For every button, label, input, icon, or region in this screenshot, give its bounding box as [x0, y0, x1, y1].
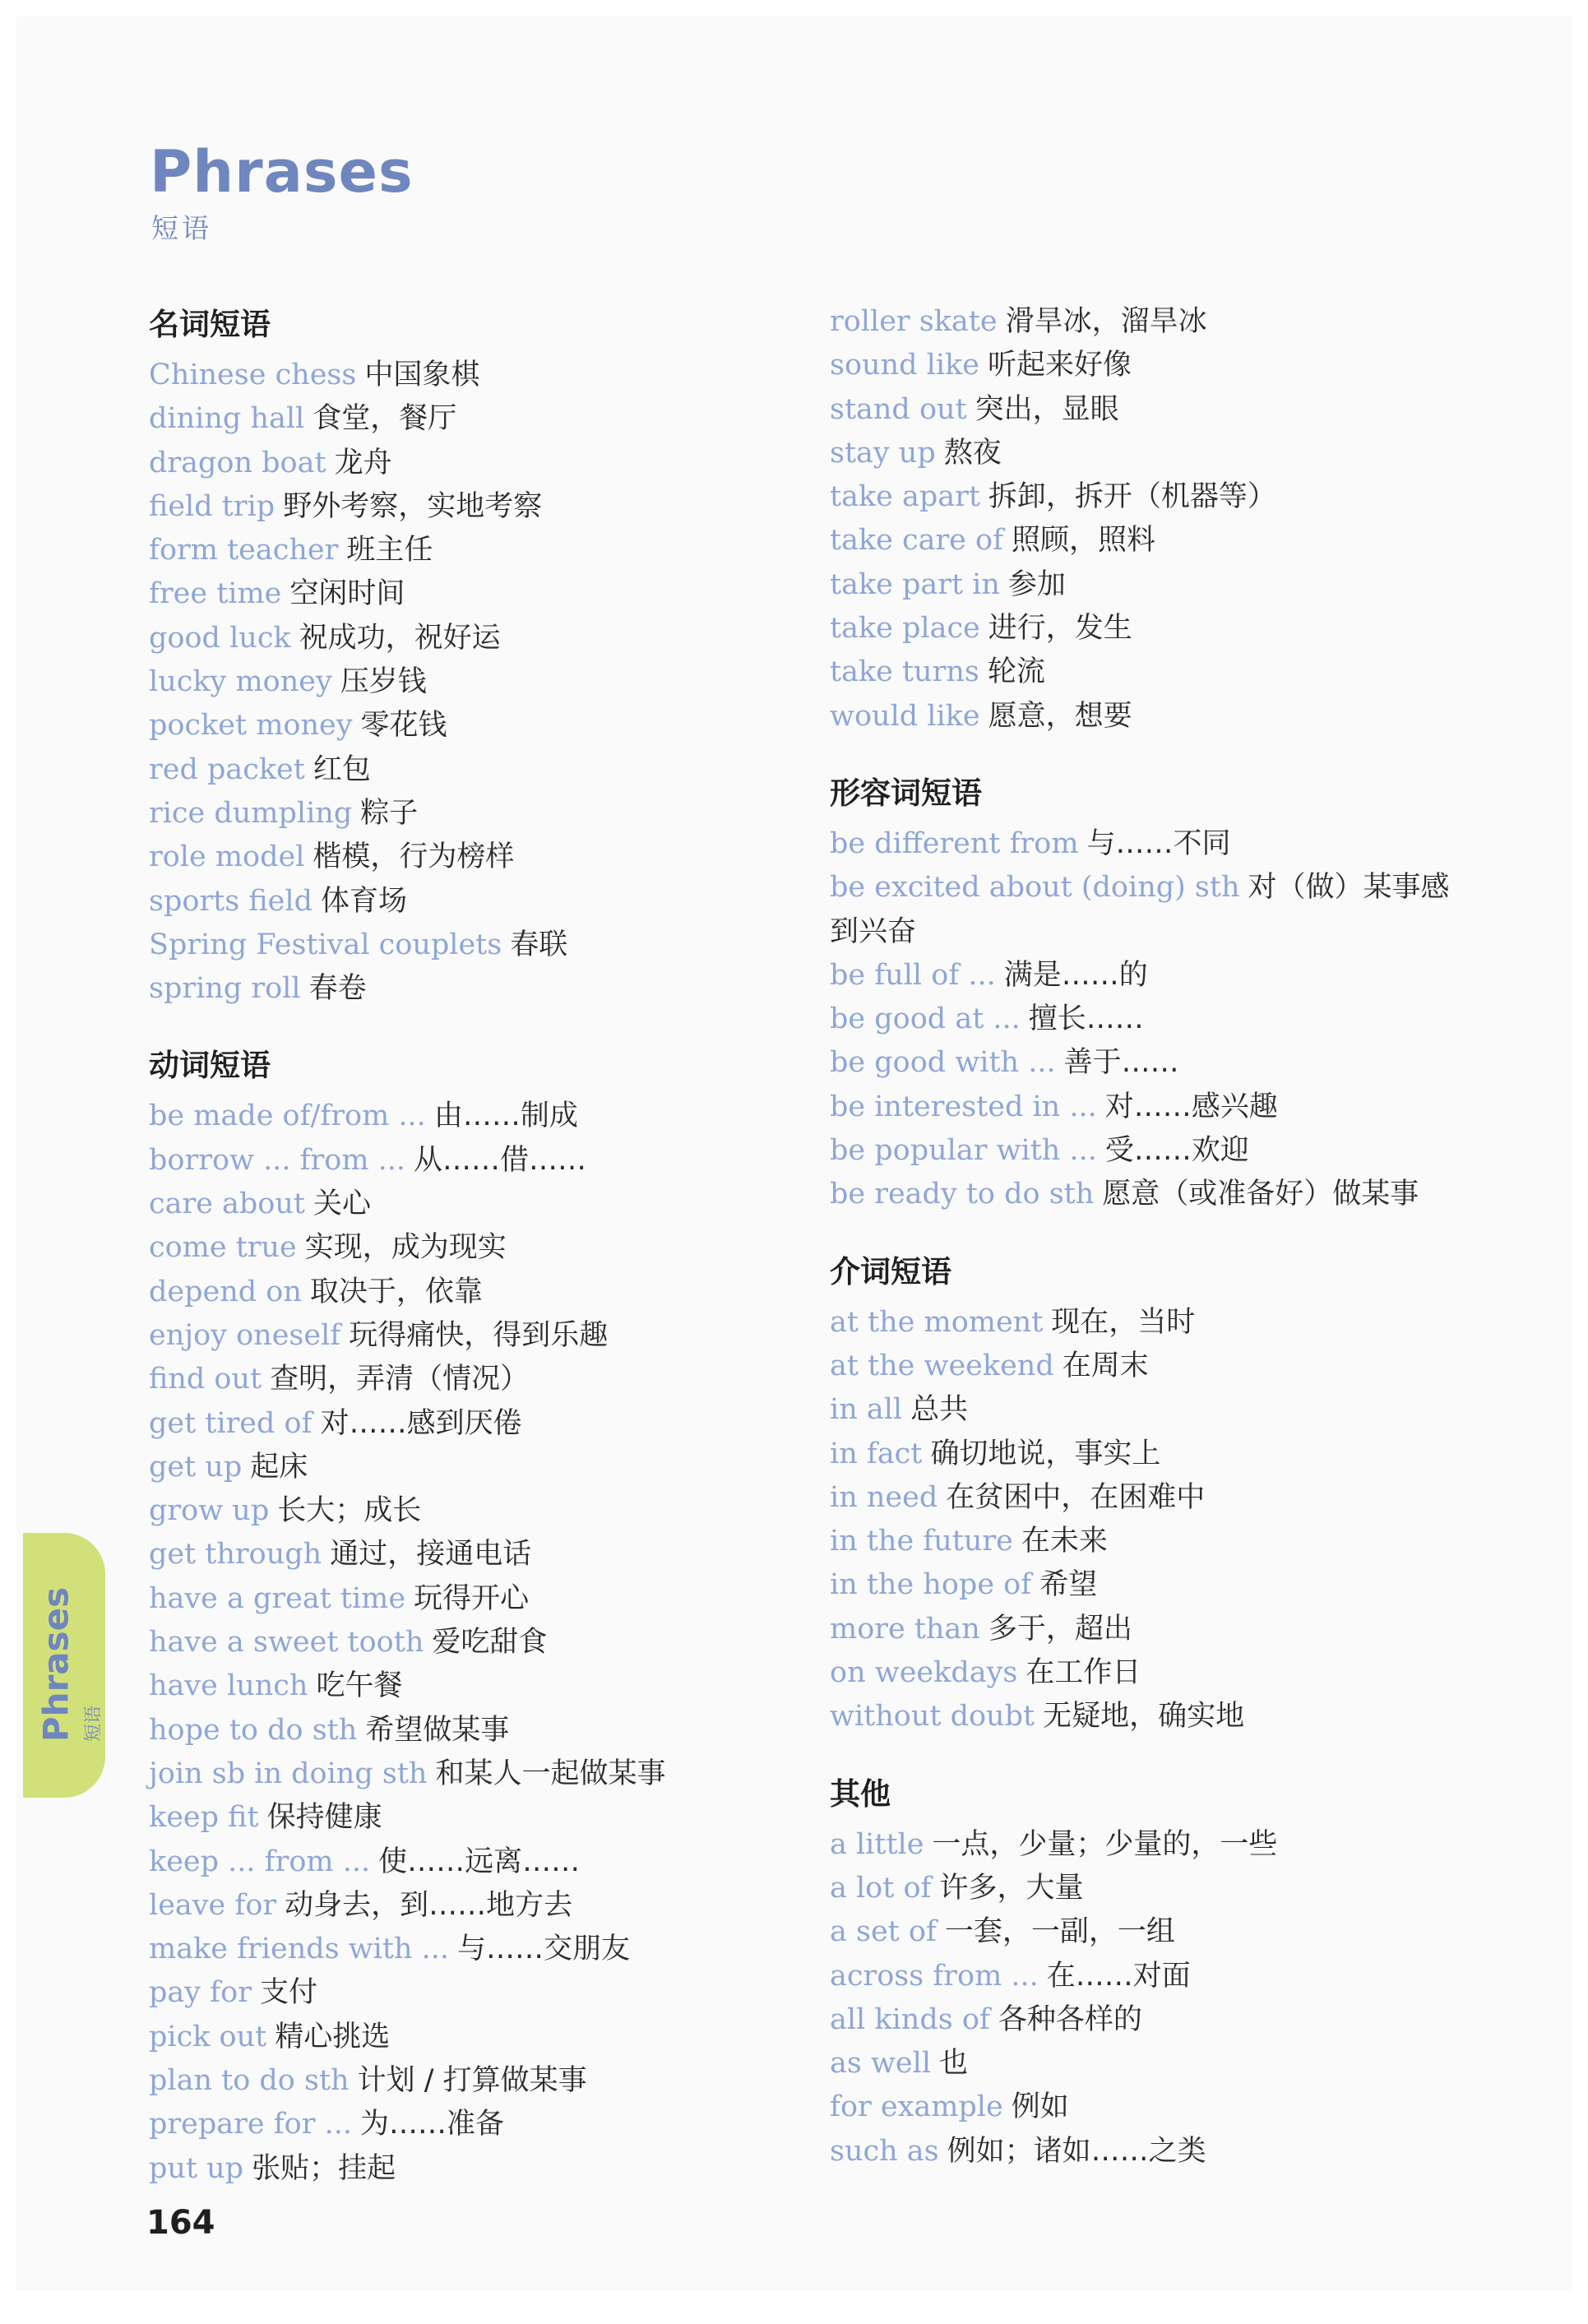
phrase-entry — [149, 1226, 823, 1270]
phrase-entry — [830, 1695, 1521, 1738]
phrase-entry — [830, 1086, 1521, 1129]
phrase-entry — [830, 1520, 1521, 1563]
phrase-english: get up — [149, 1450, 243, 1484]
phrase-chinese: 支付 — [259, 1976, 317, 2010]
phrase-entry — [830, 1301, 1521, 1345]
phrase-chinese: 保持健康 — [266, 1801, 382, 1835]
phrase-english: leave for — [149, 1888, 277, 1922]
phrase-english: in all — [830, 1393, 903, 1427]
phrase-english: at the weekend — [830, 1349, 1054, 1382]
phrase-chinese: 总共 — [910, 1393, 969, 1427]
phrase-chinese: 在贫困中，在困难中 — [946, 1480, 1206, 1514]
phrase-chinese: 拆卸，拆开（机器等） — [988, 480, 1276, 514]
phrase-entry — [149, 1446, 823, 1489]
phrase-entry — [149, 1489, 823, 1533]
other-phrase-list — [830, 1823, 1521, 2174]
phrase-entry — [149, 2147, 823, 2191]
phrase-english: free time — [149, 577, 282, 611]
phrase-chinese: 在周末 — [1062, 1349, 1149, 1382]
phrase-english: dragon boat — [149, 446, 326, 479]
section-heading-preposition: 介词短语 — [830, 1253, 951, 1289]
section-heading-other: 其他 — [830, 1775, 891, 1812]
phrase-english: join sb in doing sth — [149, 1757, 428, 1790]
phrase-english: care about — [149, 1187, 305, 1221]
phrase-entry — [149, 704, 823, 748]
phrase-chinese: 熬夜 — [943, 436, 1002, 470]
phrase-english: would like — [830, 699, 980, 733]
phrase-entry — [149, 967, 823, 1011]
phrase-chinese: 爱吃甜食 — [432, 1626, 548, 1660]
phrase-entry — [149, 1271, 823, 1314]
phrase-english: sound like — [830, 349, 979, 382]
phrase-chinese: 祝成功，祝好运 — [299, 621, 501, 655]
phrase-chinese: 满是……的 — [1003, 958, 1148, 992]
phrase-english: take apart — [830, 480, 980, 514]
verb-phrase-list — [149, 1095, 823, 2190]
phrase-chinese: 听起来好像 — [987, 349, 1132, 382]
section-heading-adjective: 形容词短语 — [830, 775, 982, 811]
page-title: Phrases — [150, 138, 414, 206]
phrase-chinese: 照顾，照料 — [1012, 524, 1156, 558]
phrase-entry — [149, 354, 823, 397]
phrase-english: stay up — [830, 436, 936, 470]
phrase-english: form teacher — [149, 534, 339, 567]
phrase-chinese: 希望 — [1039, 1568, 1098, 1602]
phrase-english: more than — [830, 1612, 980, 1646]
phrase-english: spring roll — [149, 972, 301, 1006]
phrase-english: hope to do sth — [149, 1713, 358, 1747]
phrase-entry — [830, 1955, 1521, 1998]
phrase-english: be excited about (doing) sth — [830, 871, 1240, 905]
right-column — [830, 300, 1521, 2174]
phrase-chinese: 各种各样的 — [998, 2002, 1142, 2036]
phrase-english: on weekdays — [830, 1656, 1018, 1690]
phrase-entry — [149, 748, 823, 792]
phrase-english: be made of/from ... — [149, 1100, 426, 1133]
phrase-entry — [149, 1183, 823, 1226]
phrase-chinese: 在未来 — [1021, 1525, 1108, 1558]
phrase-entry — [830, 822, 1521, 866]
phrase-english: for example — [830, 2090, 1003, 2124]
phrase-english: without doubt — [830, 1700, 1035, 1734]
phrase-chinese: 在……对面 — [1046, 1959, 1191, 1993]
phrase-entry — [149, 1884, 823, 1928]
phrase-chinese: 红包 — [313, 752, 371, 786]
phrase-entry — [830, 998, 1521, 1041]
phrase-english: dining hall — [149, 402, 305, 436]
phrase-entry — [830, 2086, 1521, 2129]
phrase-english: be good at ... — [830, 1002, 1021, 1036]
phrase-chinese: 对……感兴趣 — [1104, 1090, 1278, 1123]
phrase-english: enjoy oneself — [149, 1318, 341, 1352]
phrase-chinese: 玩得痛快，得到乐趣 — [349, 1318, 609, 1352]
phrase-chinese: 中国象棋 — [364, 359, 480, 391]
phrase-english: field trip — [149, 489, 275, 523]
phrase-chinese: 长大；成长 — [277, 1494, 422, 1528]
phrase-chinese: 许多，大量 — [939, 1871, 1084, 1905]
phrase-english: roller skate — [830, 305, 998, 338]
phrase-chinese: 例如；诸如……之类 — [947, 2134, 1206, 2168]
phrase-entry — [149, 1314, 823, 1358]
phrase-english: a little — [830, 1827, 924, 1861]
phrase-entry — [830, 300, 1521, 344]
phrase-chinese: 起床 — [250, 1450, 308, 1484]
phrase-chinese: 由……制成 — [433, 1100, 578, 1133]
phrase-entry — [830, 1433, 1521, 1476]
phrase-entry — [149, 836, 823, 879]
phrase-english: find out — [149, 1363, 262, 1396]
phrase-english: have a great time — [149, 1581, 406, 1615]
phrase-entry — [149, 1796, 823, 1840]
phrase-chinese: 从……借…… — [414, 1143, 587, 1177]
phrase-chinese: 与……交朋友 — [457, 1933, 631, 1966]
phrase-english: role model — [149, 840, 305, 874]
phrase-entry — [149, 2059, 823, 2103]
phrase-chinese: 例如 — [1011, 2090, 1069, 2124]
phrase-chinese: 精心挑选 — [275, 2020, 391, 2053]
phrase-english: get through — [149, 1538, 322, 1572]
phrase-entry — [149, 1621, 823, 1664]
phrase-english: a lot of — [830, 1871, 932, 1905]
phrase-english: rice dumpling — [149, 796, 353, 830]
phrase-chinese: 春联 — [510, 928, 568, 961]
phrase-english: in fact — [830, 1437, 923, 1470]
phrase-entry — [149, 1139, 823, 1183]
phrase-chinese: 玩得开心 — [414, 1581, 530, 1615]
phrase-chinese: 希望做某事 — [365, 1713, 510, 1747]
phrase-entry — [149, 880, 823, 924]
phrase-english: take place — [830, 612, 980, 646]
phrase-chinese: 张贴；挂起 — [252, 2151, 396, 2185]
phrase-english: across from ... — [830, 1959, 1039, 1993]
phrase-entry — [149, 1709, 823, 1752]
verb-phrase-list-continued — [830, 300, 1521, 738]
phrase-english: such as — [830, 2134, 939, 2168]
phrase-english: at the moment — [830, 1305, 1044, 1339]
section-heading-noun: 名词短语 — [149, 307, 271, 342]
phrase-entry — [149, 792, 823, 836]
phrase-entry — [830, 388, 1521, 432]
phrase-chinese: 空闲时间 — [289, 577, 405, 611]
phrase-entry — [830, 563, 1521, 607]
phrase-entry — [830, 650, 1521, 694]
phrase-english: sports field — [149, 884, 313, 918]
phrase-entry — [830, 1388, 1521, 1432]
phrase-chinese: 善于…… — [1063, 1046, 1179, 1080]
phrase-entry — [149, 529, 823, 572]
phrase-entry — [830, 1651, 1521, 1695]
phrase-chinese: 无疑地，确实地 — [1043, 1700, 1245, 1734]
phrase-english: a set of — [830, 1915, 937, 1949]
phrase-entry — [149, 2103, 823, 2146]
phrase-english: be ready to do sth — [830, 1178, 1095, 1211]
preposition-phrase-list — [830, 1301, 1521, 1739]
phrase-chinese: 与……不同 — [1086, 826, 1231, 860]
phrase-chinese: 对（做）某事感到兴奋 — [830, 871, 1450, 948]
phrase-english: in need — [830, 1480, 938, 1514]
phrase-english: take turns — [830, 655, 979, 689]
phrase-entry — [830, 1476, 1521, 1520]
phrase-entry — [830, 1563, 1521, 1607]
phrase-chinese: 擅长…… — [1028, 1002, 1144, 1036]
phrase-english: have a sweet tooth — [149, 1626, 424, 1660]
phrase-entry — [830, 1041, 1521, 1085]
left-column — [149, 299, 823, 2191]
phrase-english: be good with ... — [830, 1046, 1056, 1080]
phrase-english: come true — [149, 1231, 297, 1265]
phrase-english: Spring Festival couplets — [149, 928, 502, 961]
phrase-entry — [830, 432, 1521, 475]
phrase-english: prepare for ... — [149, 2108, 352, 2141]
phrase-chinese: 滑旱冰，溜旱冰 — [1005, 305, 1207, 338]
phrase-entry — [830, 1867, 1521, 1910]
phrase-chinese: 龙舟 — [334, 446, 392, 479]
phrase-entry — [830, 607, 1521, 650]
phrase-chinese: 愿意（或准备好）做某事 — [1102, 1178, 1419, 1211]
phrase-entry — [830, 1608, 1521, 1651]
phrase-english: lucky money — [149, 665, 332, 699]
phrase-entry — [149, 924, 823, 967]
phrase-entry — [149, 397, 823, 441]
phrase-entry — [149, 617, 823, 660]
phrase-chinese: 计划 / 打算做某事 — [357, 2063, 587, 2097]
phrase-chinese: 体育场 — [320, 884, 407, 918]
phrase-english: as well — [830, 2047, 932, 2081]
phrase-chinese: 确切地说，事实上 — [930, 1437, 1161, 1470]
phrase-chinese: 压岁钱 — [340, 665, 427, 699]
side-tab-subtitle: 短语 — [83, 1705, 104, 1743]
phrase-entry — [830, 1823, 1521, 1867]
phrase-entry — [149, 485, 823, 529]
phrase-chinese: 轮流 — [987, 655, 1045, 689]
phrase-chinese: 对……感到厌倦 — [320, 1406, 522, 1440]
adjective-phrase-list — [830, 822, 1521, 1217]
phrase-chinese: 受……欢迎 — [1104, 1134, 1249, 1168]
phrase-entry — [149, 1664, 823, 1708]
phrase-chinese: 查明，弄清（情况） — [270, 1363, 530, 1396]
phrase-english: be popular with ... — [830, 1134, 1097, 1168]
phrase-entry — [149, 1533, 823, 1576]
phrase-english: keep fit — [149, 1801, 259, 1835]
phrase-english: be different from — [830, 826, 1079, 860]
phrase-entry — [149, 1971, 823, 2015]
phrase-entry — [149, 442, 823, 485]
page — [16, 16, 1572, 2291]
phrase-chinese: 关心 — [313, 1187, 372, 1221]
phrase-entry — [830, 344, 1521, 387]
phrase-entry — [830, 695, 1521, 738]
phrase-english: be full of ... — [830, 958, 996, 992]
phrase-english: get tired of — [149, 1406, 313, 1440]
phrase-entry — [149, 572, 823, 616]
phrase-entry — [830, 954, 1521, 998]
phrase-entry — [830, 475, 1521, 519]
phrase-chinese: 一点，少量；少量的，一些 — [932, 1827, 1278, 1861]
phrase-english: take part in — [830, 567, 1000, 601]
phrase-chinese: 通过，接通电话 — [330, 1538, 532, 1572]
phrase-entry — [830, 2042, 1521, 2086]
phrase-entry — [830, 1345, 1521, 1388]
phrase-chinese: 现在，当时 — [1051, 1305, 1196, 1339]
phrase-english: keep ... from ... — [149, 1845, 371, 1878]
phrase-chinese: 野外考察，实地考察 — [283, 489, 543, 523]
noun-phrase-list — [149, 354, 823, 1011]
section-heading-verb: 动词短语 — [149, 1048, 271, 1084]
phrase-english: pick out — [149, 2020, 267, 2053]
phrase-english: make friends with ... — [149, 1933, 449, 1966]
phrase-entry — [149, 1840, 823, 1884]
phrase-english: stand out — [830, 392, 967, 426]
page-subtitle: 短语 — [151, 212, 212, 244]
phrase-entry — [149, 1577, 823, 1621]
phrase-entry — [149, 2016, 823, 2059]
phrase-chinese: 多于，超出 — [988, 1612, 1132, 1646]
phrase-entry — [149, 1752, 823, 1796]
phrase-chinese: 愿意，想要 — [988, 699, 1132, 733]
side-tab-title: Phrases — [35, 1586, 76, 1743]
phrase-english: red packet — [149, 752, 305, 786]
phrase-english: depend on — [149, 1275, 302, 1308]
phrase-chinese: 在工作日 — [1025, 1656, 1141, 1690]
phrase-chinese: 食堂，餐厅 — [313, 402, 457, 436]
phrase-chinese: 参加 — [1007, 567, 1066, 601]
phrase-entry — [830, 1129, 1521, 1173]
phrase-chinese: 粽子 — [360, 796, 419, 830]
phrase-entry — [830, 1173, 1521, 1216]
phrase-entry — [149, 660, 823, 704]
phrase-chinese: 和某人一起做某事 — [435, 1757, 666, 1790]
phrase-chinese: 为……准备 — [359, 2108, 504, 2141]
phrase-entry — [830, 1998, 1521, 2042]
phrase-chinese: 吃午餐 — [316, 1669, 403, 1703]
side-tab — [23, 1533, 105, 1798]
phrase-english: take care of — [830, 524, 1004, 558]
phrase-chinese: 取决于，依靠 — [309, 1275, 483, 1308]
phrase-chinese: 进行，发生 — [988, 612, 1132, 646]
phrase-english: grow up — [149, 1494, 270, 1528]
phrase-entry — [830, 519, 1521, 562]
phrase-english: pay for — [149, 1976, 252, 2010]
phrase-chinese: 班主任 — [346, 534, 433, 567]
phrase-entry — [149, 1928, 823, 1971]
phrase-chinese: 春卷 — [308, 972, 367, 1006]
phrase-entry — [830, 1910, 1521, 1954]
phrase-entry — [149, 1358, 823, 1401]
phrase-entry — [149, 1095, 823, 1138]
phrase-english: plan to do sth — [149, 2063, 350, 2097]
phrase-english: in the hope of — [830, 1568, 1032, 1602]
phrase-entry — [830, 866, 1455, 954]
phrase-english: good luck — [149, 621, 291, 655]
phrase-english: be interested in ... — [830, 1090, 1097, 1123]
phrase-chinese: 实现，成为现实 — [304, 1231, 507, 1265]
phrase-english: pocket money — [149, 709, 353, 743]
phrase-english: all kinds of — [830, 2002, 990, 2036]
phrase-english: Chinese chess — [149, 359, 357, 391]
phrase-chinese: 一套，一副，一组 — [944, 1915, 1175, 1949]
page-number: 164 — [146, 2204, 215, 2242]
phrase-chinese: 使……远离…… — [378, 1845, 581, 1878]
phrase-chinese: 动身去，到……地方去 — [285, 1888, 573, 1922]
phrase-english: borrow ... from ... — [149, 1143, 406, 1177]
phrase-chinese: 突出，显眼 — [975, 392, 1119, 426]
phrase-english: have lunch — [149, 1669, 308, 1703]
phrase-chinese: 楷模，行为榜样 — [313, 840, 515, 874]
phrase-chinese: 也 — [939, 2047, 969, 2081]
phrase-entry — [830, 2130, 1521, 2174]
phrase-entry — [149, 1402, 823, 1446]
phrase-english: put up — [149, 2151, 244, 2185]
phrase-english: in the future — [830, 1525, 1013, 1558]
phrase-chinese: 零花钱 — [360, 709, 447, 743]
